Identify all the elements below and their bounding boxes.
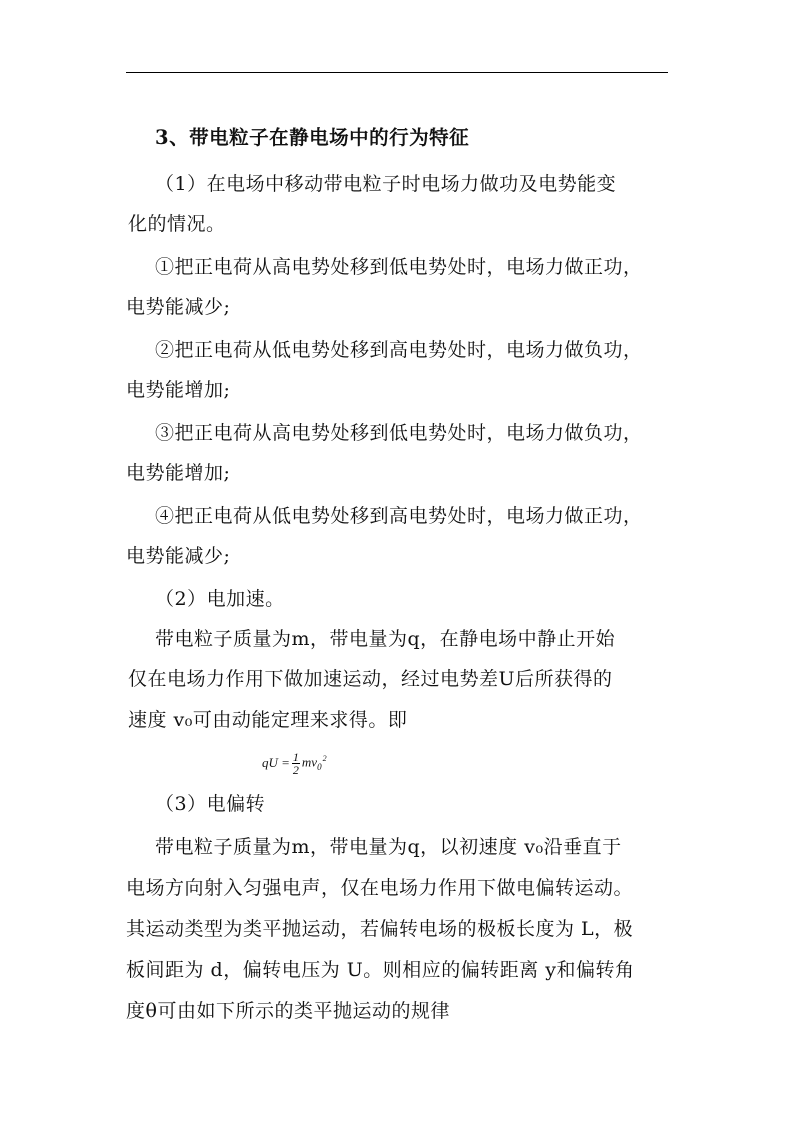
paragraph-line: （1）在电场中移动带电粒子时电场力做功及电势能变	[155, 173, 617, 195]
paragraph-line: 电势能减少;	[126, 296, 231, 318]
formula-lhs: qU =	[262, 755, 290, 770]
section-title: 3、带电粒子在静电场中的行为特征	[155, 126, 470, 149]
formula-fraction	[292, 751, 300, 776]
paragraph-line: 速度 v₀可由动能定理来求得。即	[128, 709, 408, 731]
paragraph-line: 电场方向射入匀强电声，仅在电场力作用下做电偏转运动。	[126, 877, 634, 899]
paragraph-line: ①把正电荷从高电势处移到低电势处时，电场力做正功，	[155, 256, 643, 278]
paragraph-line: 仅在电场力作用下做加速运动，经过电势差U后所获得的	[128, 668, 613, 690]
paragraph-line: （3）电偏转	[155, 793, 266, 815]
kinetic-energy-formula	[262, 748, 327, 778]
paragraph-line: 其运动类型为类平抛运动，若偏转电场的极板长度为 L，极	[126, 918, 634, 940]
formula-denominator: 2	[292, 762, 299, 777]
paragraph-line: 带电粒子质量为m，带电量为q，在静电场中静止开始	[155, 628, 616, 650]
paragraph-line: 电势能增加;	[126, 379, 231, 401]
formula-numerator: 1	[292, 749, 299, 764]
paragraph-line: （2）电加速。	[155, 588, 285, 610]
paragraph-line: 电势能增加;	[126, 462, 231, 484]
paragraph-line: ②把正电荷从低电势处移到高电势处时，电场力做负功，	[155, 339, 643, 361]
paragraph-line: 化的情况。	[128, 213, 226, 235]
paragraph-line: 电势能减少;	[126, 545, 231, 567]
formula-rhs: $mv_0^2$	[301, 754, 327, 772]
header-rule	[126, 72, 668, 73]
paragraph-line: 带电粒子质量为m，带电量为q，以初速度 v₀沿垂直于	[155, 836, 622, 858]
paragraph-line: 板间距为 d，偏转电压为 U。则相应的偏转距离 y和偏转角	[126, 959, 635, 981]
paragraph-line: ③把正电荷从高电势处移到低电势处时，电场力做负功，	[155, 422, 643, 444]
paragraph-line: ④把正电荷从低电势处移到高电势处时，电场力做正功，	[155, 505, 643, 527]
paragraph-line: 度θ可由如下所示的类平抛运动的规律	[126, 1000, 450, 1022]
